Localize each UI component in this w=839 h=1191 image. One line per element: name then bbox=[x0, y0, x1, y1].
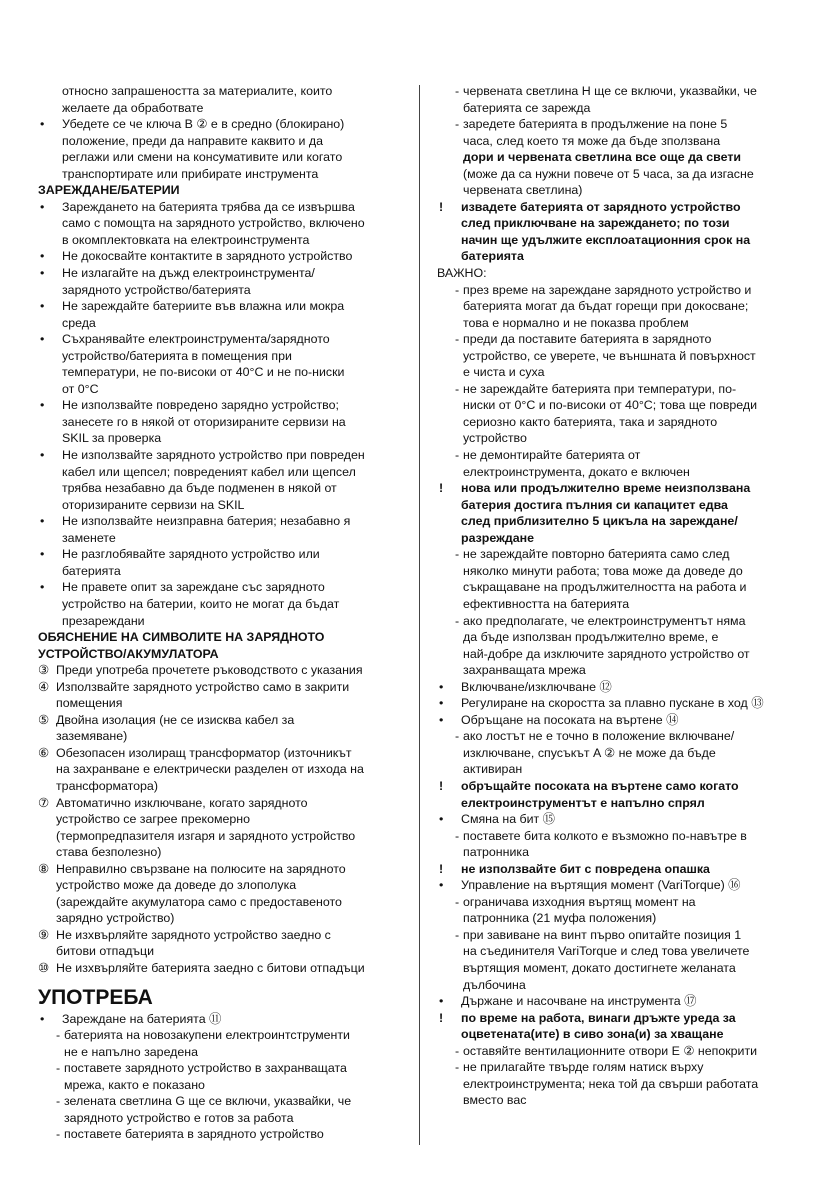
symbol-number: ⑩ bbox=[38, 960, 50, 975]
battery-care-list bbox=[437, 546, 805, 678]
charging-heading: ЗАРЕЖДАНЕ/БАТЕРИИ bbox=[38, 183, 180, 198]
symbol-item: ⑧ Неправилно свързване на полюсите на зарядното устройство може да доведе до злополука (зареждайте акумулатора само с предоставеното зарядно устройство) bbox=[38, 861, 346, 926]
battery-care-item: - ако предполагате, че електроинструментът няма да бъде използван продължително време, е най-добре да изключите зарядното устройство от захранващата мрежа bbox=[437, 613, 805, 679]
torque-item: - при завиване на винт първо опитайте позиция 1 на съединителя VariTorque и след това увеличете въртящия момент, докато достигнете желаната дълбочина bbox=[437, 927, 805, 993]
bit-note bbox=[437, 828, 805, 861]
usage-bullet: • Зареждане на батерията ⑪ bbox=[38, 1011, 408, 1028]
hold-list bbox=[437, 1043, 805, 1109]
bullet-reverse: • Обръщане на посоката на въртене ⑭ bbox=[437, 712, 805, 729]
charging-bullet: • Зареждането на батерията трябва да се извършва само с помощта на зарядното устройство, включено в окомплектовката на електроинструмента bbox=[38, 199, 408, 249]
charge-duration-step: - заредете батерията в продължение на поне 5 часа, след което тя може да бъде зползвана дори и червената светлина все още да свети (може да са нужни повече от 5 часа, за да изгасне червената светлина) bbox=[437, 116, 805, 199]
charging-bullet: • Не използвайте неизправна батерия; незабавно я заменете bbox=[38, 513, 408, 546]
charging-bullet: • Не използвайте зарядното устройство при повреден кабел или щепсел; повреденият кабел или щепсел трябва незабавно да бъде подменен в някой от оторизираните сервизи на SKIL bbox=[38, 447, 408, 513]
bit-note-item: - поставете бита колкото е възможно по-навътре в патронника bbox=[437, 828, 805, 861]
symbol-item: ⑨ Не изхвърляйте зарядното устройство заедно с битови отпадъци bbox=[38, 927, 331, 959]
charging-bullet: • Съхранявайте електроинструмента/зарядното устройство/батерията в помещения при температури, не по-високи от 40°C и не по-ниски от 0°C bbox=[38, 331, 408, 397]
torque-list bbox=[437, 894, 805, 993]
symbol-number: ⑨ bbox=[38, 927, 50, 942]
warning-hold: ! по време на работа, винаги дръжте уреда за оцветената(ите) в сиво зона(и) за хващане bbox=[437, 1010, 805, 1043]
important-item: - преди да поставите батерията в зарядното устройство, се уверете, че външната й повърхност е чиста и суха bbox=[437, 331, 805, 381]
bullet-torque: • Управление на въртящия момент (VariTorque) ⑯ bbox=[437, 877, 805, 894]
symbol-item: ⑩ Не изхвърляйте батерията заедно с битови отпадъци bbox=[38, 960, 365, 975]
intro-bullet: • Убедете се че ключа B ② е в средно (блокирано) положение, преди да направите каквито и да реглажи или смени на консумативите или когато транспортирате или прибирате инструмента bbox=[38, 116, 408, 182]
reverse-note-item: - ако лостът не е точно в положение включване/ изключване, спусъкът A ② не може да бъде активиран bbox=[437, 728, 805, 778]
important-item: - не зареждайте батерията при температури, по- ниски от 0°C и по-високи от 40°C; това ще повреди сериозно както батерията, така и зарядното устройство bbox=[437, 381, 805, 447]
column-divider bbox=[419, 85, 420, 1145]
symbol-number: ④ bbox=[38, 679, 50, 694]
battery-care-item: - не зареждайте повторно батерията само след няколко минути работа; това може да доведе до съкращаване на продължителността на работа и ефективността на батерията bbox=[437, 546, 805, 612]
charging-bullet: • Не зареждайте батериите във влажна или мокра среда bbox=[38, 298, 408, 331]
usage-heading: УПОТРЕБА bbox=[38, 985, 153, 1009]
symbol-number: ③ bbox=[38, 663, 50, 678]
charging-bullet: • Не излагайте на дъжд електроинструмента/ зарядното устройство/батерията bbox=[38, 265, 408, 298]
warning-remove-battery: ! извадете батерията от зарядното устройство след приключване на зареждането; по този начин ще удължите експлоатационния срок на батерията bbox=[437, 199, 805, 265]
important-item: - през време на зареждане зарядното устройство и батерията могат да бъдат горещи при докосване; това е нормално и не показва проблем bbox=[437, 282, 805, 332]
symbol-number: ⑦ bbox=[38, 795, 50, 810]
symbol-item: ④ Използвайте зарядното устройство само в закрити помещения bbox=[38, 679, 350, 711]
warning-new-battery: ! нова или продължително време неизползвана батерия достига пълния си капацитет едва след приблизително 5 цикъла на зареждане/ разреждане bbox=[437, 480, 805, 546]
symbols-heading-line1: ОБЯСНЕНИЕ НА СИМВОЛИТЕ НА ЗАРЯДНОТО bbox=[38, 630, 325, 645]
usage-dash-list bbox=[38, 1027, 408, 1143]
charging-step: - червената светлина H ще се включи, указвайки, че батерията се зарежда bbox=[437, 83, 805, 116]
hold-item: - оставяйте вентилационните отвори E ② непокрити bbox=[437, 1043, 805, 1060]
bullet-hold: • Държане и насочване на инструмента ⑰ bbox=[437, 993, 805, 1010]
charging-bullet: • Не използвайте повредено зарядно устройство; занесете го в някой от оторизираните сервизи на SKIL за проверка bbox=[38, 397, 408, 447]
left-column bbox=[38, 83, 408, 1143]
symbol-item: ⑤ Двойна изолация (не се изисква кабел за заземяване) bbox=[38, 712, 295, 744]
charging-bullet: • Не правете опит за зареждане със зарядното устройство на батерии, които не могат да бъдат презареждани bbox=[38, 579, 408, 629]
bullet-bit: • Смяна на бит ⑮ bbox=[437, 811, 805, 828]
important-label: ВАЖНО: bbox=[437, 266, 487, 281]
charging-bullet: • Не разглобявайте зарядното устройство или батерията bbox=[38, 546, 408, 579]
torque-item: - ограничава изходния въртящ момент на патронника (21 муфа положения) bbox=[437, 894, 805, 927]
symbol-item: ⑥ Обезопасен изолиращ трансформатор (източникът на захранване е електрически разделен от изхода на трансформатора) bbox=[38, 745, 364, 793]
symbol-number: ⑧ bbox=[38, 861, 50, 876]
charging-bullet: • Не докосвайте контактите в зарядното устройство bbox=[38, 248, 408, 265]
symbol-item: ⑦ Автоматично изключване, когато зарядното устройство се загрее прекомерно (термопредпазителя изгаря и зарядното устройство става безполезно) bbox=[38, 795, 356, 860]
symbols-heading-line2: УСТРОЙСТВО/АКУМУЛАТОРА bbox=[38, 646, 219, 661]
bullet-on-off: • Включване/изключване ⑫ bbox=[437, 679, 805, 696]
charging-bullet-list bbox=[38, 199, 408, 629]
charging-steps-list bbox=[437, 83, 805, 116]
intro-continuation: относно запрашеността за материалите, които желаете да обработвате bbox=[62, 84, 333, 115]
warning-bit: ! не използвайте бит с повредена опашка bbox=[437, 861, 805, 878]
reverse-note bbox=[437, 728, 805, 778]
important-item: - не демонтирайте батерията от електроинструмента, докато е включен bbox=[437, 447, 805, 480]
symbol-item: ③ Преди употреба прочетете ръководството с указания bbox=[38, 663, 363, 678]
hold-item: - не прилагайте твърде голям натиск върху електроинструмента; нека той да свърши работата вместо вас bbox=[437, 1059, 805, 1109]
usage-step: - батерията на новозакупени електроинтструменти не е напълно заредена bbox=[38, 1027, 408, 1060]
warning-reverse: ! обръщайте посоката на въртене само когато електроинструментът е напълно спрял bbox=[437, 778, 805, 811]
usage-step: - поставете зарядното устройство в захранващата мрежа, както е показано bbox=[38, 1060, 408, 1093]
symbol-number: ⑥ bbox=[38, 745, 50, 760]
symbols-list bbox=[38, 662, 408, 976]
bullet-speed: • Регулиране на скоростта за плавно пускане в ход ⑬ bbox=[437, 695, 805, 712]
right-column bbox=[437, 83, 805, 1109]
important-list bbox=[437, 282, 805, 481]
usage-step: - поставете батерията в зарядното устройство bbox=[38, 1126, 408, 1143]
symbol-number: ⑤ bbox=[38, 712, 50, 727]
usage-step: - зелената светлина G ще се включи, указвайки, че зарядното устройство е готов за работа bbox=[38, 1093, 408, 1126]
